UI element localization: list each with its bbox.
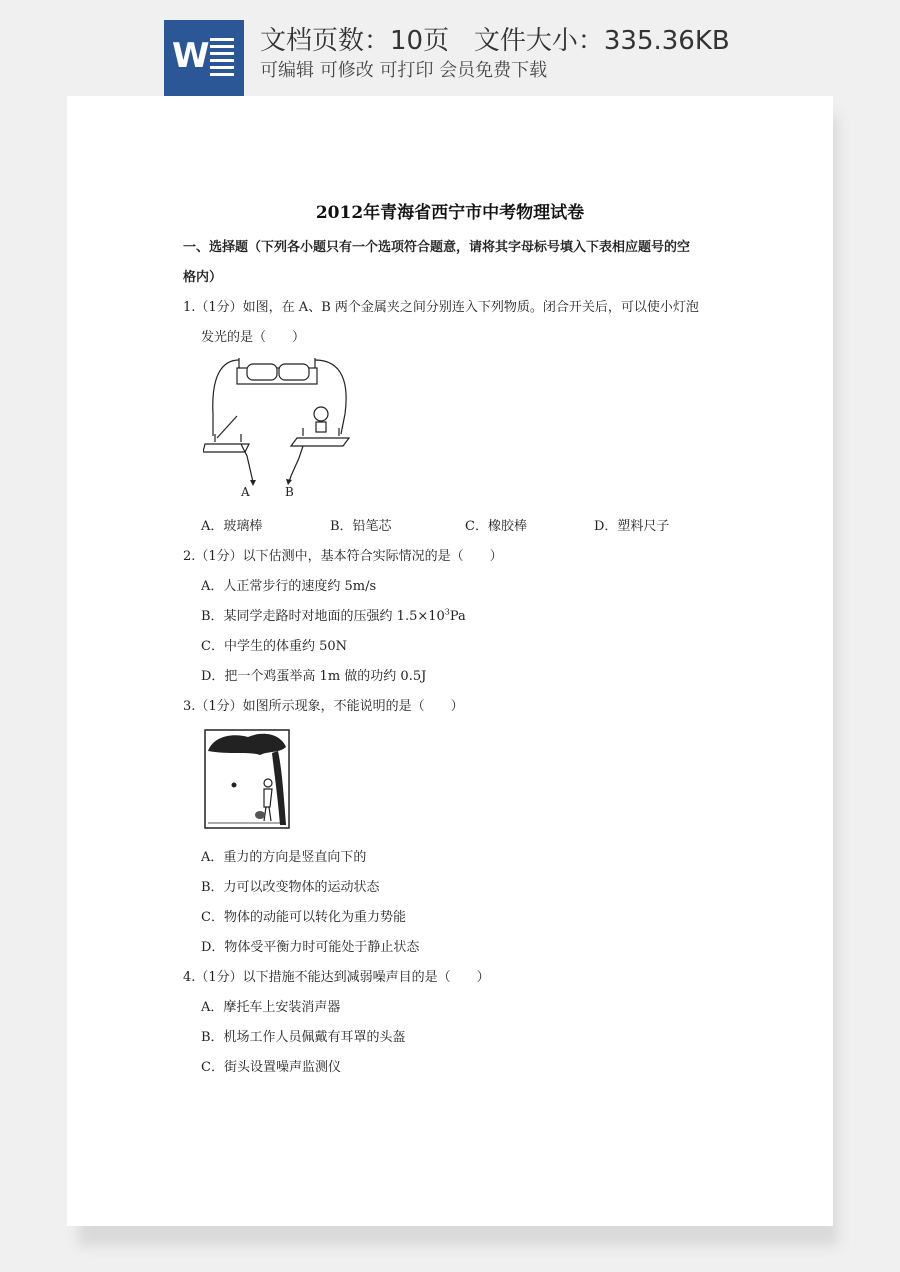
q4-stem: 4.（1分）以下措施不能达到减弱噪声目的是（ ） (183, 970, 490, 985)
document-title: 2012年青海省西宁市中考物理试卷 (315, 203, 585, 223)
q3-option-b: B．力可以改变物体的运动状态 (201, 880, 380, 895)
q1-option-c: C．橡胶棒 (465, 519, 527, 534)
q2-option-b (201, 605, 466, 624)
q3-option-d: D．物体受平衡力时可能处于静止状态 (201, 940, 420, 955)
q2-option-d: D．把一个鸡蛋举高 1m 做的功约 0.5J (201, 669, 427, 684)
q1-stem-cont: 发光的是（ ） (201, 330, 306, 345)
q1-option-a: A．玻璃棒 (201, 519, 263, 534)
q4-option-c: C．街头设置噪声监测仪 (201, 1060, 341, 1075)
download-banner (0, 0, 900, 96)
q2-option-b-exponent: 3 (444, 607, 450, 617)
banner-title: 文档页数：10页 文件大小：335.36KB (260, 26, 730, 56)
q3-option-a: A．重力的方向是竖直向下的 (201, 850, 367, 865)
q2-option-a: A．人正常步行的速度约 5m/s (201, 579, 377, 594)
q4-option-a: A．摩托车上安装消声器 (201, 1000, 341, 1015)
section-heading: 一、选择题（下列各小题只有一个选项符合题意，请将其字母标号填入下表相应题号的空 (183, 240, 691, 255)
banner-subtitle: 可编辑 可修改 可打印 会员免费下载 (260, 60, 548, 81)
clip-b-label: B (285, 485, 294, 499)
q1-option-b: B．铅笔芯 (330, 519, 392, 534)
clip-a-label: A (241, 485, 250, 499)
document-page (67, 96, 833, 1226)
word-file-icon: W (164, 20, 244, 96)
section-heading-cont: 格内） (183, 270, 223, 285)
q2-stem: 2.（1分）以下估测中，基本符合实际情况的是（ ） (183, 549, 503, 564)
circuit-figure (203, 354, 373, 502)
q2-option-b-text: B．某同学走路时对地面的压强约 1.5×10 (201, 609, 445, 624)
q1-stem: 1.（1分）如图，在 A、B 两个金属夹之间分别连入下列物质。闭合开关后，可以使小灯泡 (183, 300, 699, 315)
apple-tree-figure (204, 729, 290, 829)
q3-option-c: C．物体的动能可以转化为重力势能 (201, 910, 406, 925)
q1-option-d: D．塑料尺子 (594, 519, 670, 534)
q2-option-c: C．中学生的体重约 50N (201, 639, 347, 654)
q2-option-b-unit: Pa (449, 609, 466, 624)
q4-option-b: B．机场工作人员佩戴有耳罩的头盔 (201, 1030, 406, 1045)
q3-stem: 3.（1分）如图所示现象，不能说明的是（ ） (183, 699, 464, 714)
